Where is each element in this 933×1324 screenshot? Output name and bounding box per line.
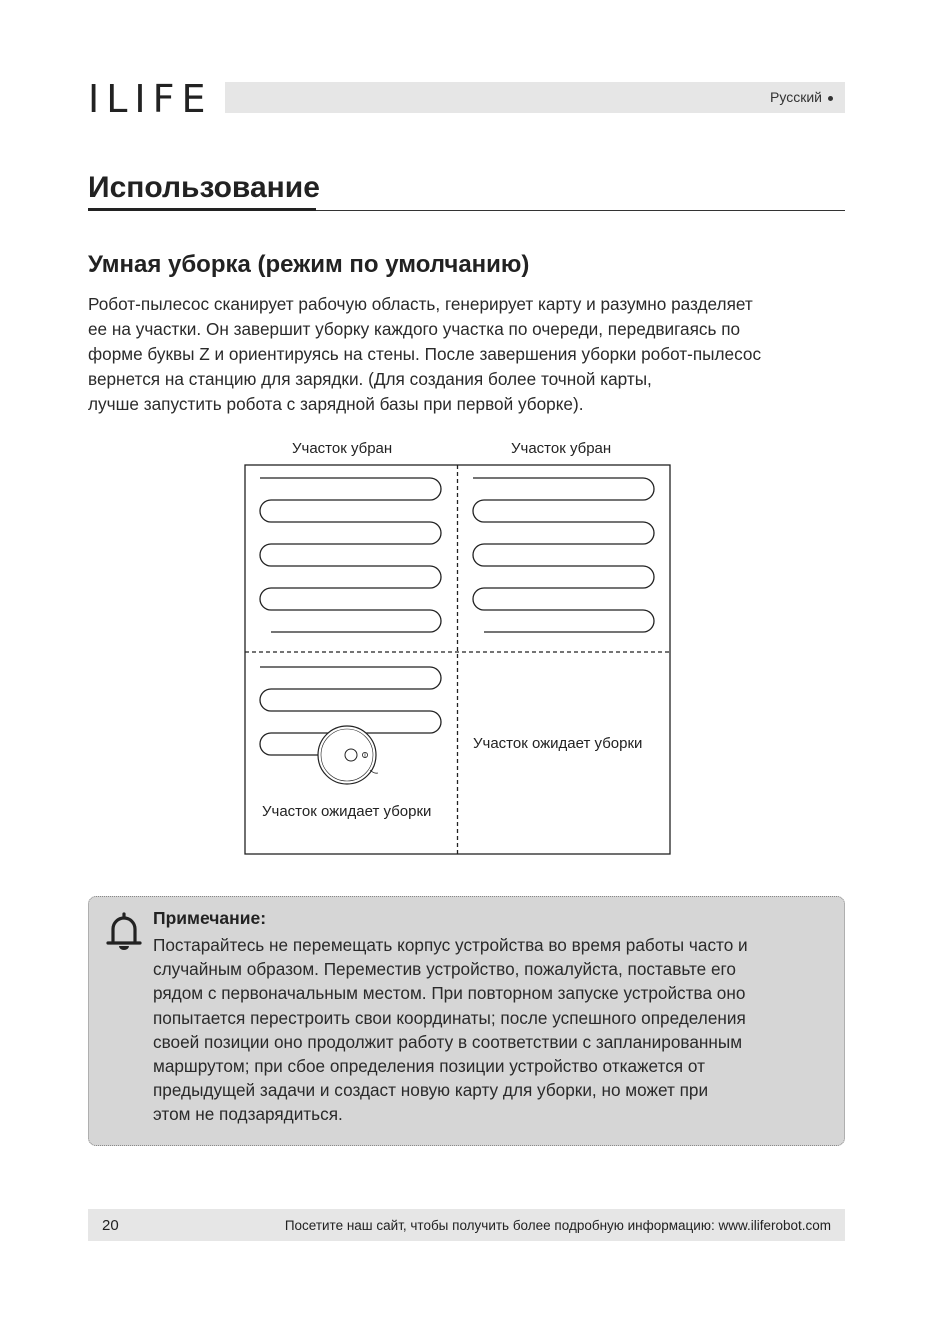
intro-line: Робот-пылесос сканирует рабочую область, генерирует карту и разумно разделяет [88, 294, 753, 314]
note-line: случайным образом. Переместив устройство, пожалуйста, поставьте его [153, 959, 736, 980]
zone-label-pending: Участок ожидает уборки [473, 735, 643, 752]
in-progress-path [260, 667, 441, 755]
zone-label-cleaned: Участок убран [292, 440, 393, 457]
intro-line: вернется на станцию для зарядки. (Для создания более точной карты, [88, 369, 652, 389]
note-line: Постарайтесь не перемещать корпус устройства во время работы часто и [153, 935, 748, 955]
bullet-icon [828, 96, 833, 101]
intro-line: лучше запустить робота с зарядной базы при первой уборке). [88, 394, 584, 414]
zone-label-cleaned: Участок убран [511, 440, 612, 457]
title-underline [88, 208, 316, 211]
note-text [153, 933, 843, 1127]
page-title: Использование [88, 171, 320, 204]
note-line: маршрутом; при сбое определения позиции устройство откажется от [153, 1056, 705, 1077]
bell-icon [104, 910, 144, 954]
note-title: Примечание: [153, 908, 267, 928]
cleaned-path-top-left [260, 478, 441, 632]
note-line: этом не подзарядиться. [153, 1104, 343, 1125]
page-number: 20 [102, 1217, 119, 1234]
footer-website-text: Посетите наш сайт, чтобы получить более подробную информацию: www.iliferobot.com [284, 1218, 831, 1233]
note-line: предыдущей задачи и создаст новую карту для уборки, но может при [153, 1080, 709, 1101]
note-line: попытается перестроить свои координаты; после успешного определения [153, 1007, 746, 1028]
ilife-logo: ILIFE [88, 77, 213, 121]
cleaned-path-top-right [473, 478, 654, 632]
section-title: Умная уборка (режим по умолчанию) [88, 251, 530, 278]
language-label: Русский [770, 89, 822, 105]
intro-paragraph [88, 292, 858, 417]
footer-bar [88, 1209, 845, 1241]
header-bar [225, 82, 845, 113]
note-line: рядом с первоначальным местом. При повторном запуске устройства оно [153, 983, 746, 1004]
intro-line: ее на участки. Он завершит уборку каждого участка по очереди, передвигаясь по [88, 319, 741, 339]
zones-frame [245, 465, 670, 854]
note-line: своей позиции оно продолжит работу в соответствии с запланированным [153, 1031, 743, 1052]
robot-vacuum-icon [318, 726, 378, 784]
intro-line: форме буквы Z и ориентируясь на стены. После завершения уборки робот-пылесос [88, 344, 762, 364]
language-indicator [770, 89, 833, 105]
zone-label-pending: Участок ожидает уборки [262, 803, 432, 820]
